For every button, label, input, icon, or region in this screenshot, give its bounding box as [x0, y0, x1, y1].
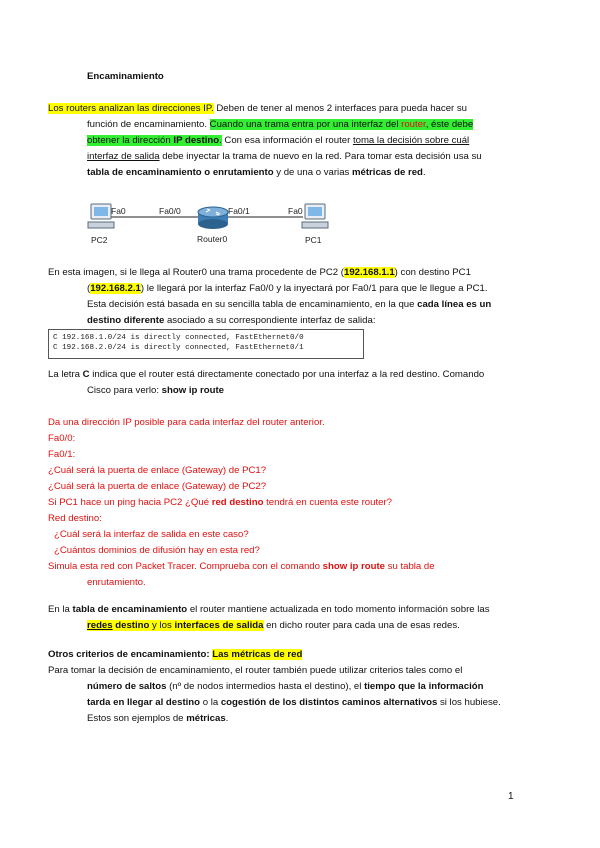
pc2-port-label: Fa0 [111, 206, 126, 216]
question-8: ¿Cuál será la interfaz de salida en este caso? [54, 529, 249, 540]
paragraph-5-line-4: Estos son ejemplos de métricas. [87, 713, 229, 724]
paragraph-2-line-1: En esta imagen, si le llega al Router0 una trama procedente de PC2 (192.168.1.1) con destino PC1 [48, 267, 471, 278]
question-4: ¿Cuál será la puerta de enlace (Gateway) de PC1? [48, 465, 267, 476]
paragraph-5-line-1: Para tomar la decisión de encaminamiento, el router también puede utilizar criterios tales como el [48, 665, 463, 676]
paragraph-1-line-4: interfaz de salida debe inyectar la trama de nuevo en la red. Para tomar esta decisión usa su [87, 151, 482, 162]
highlight: Los routers analizan las direcciones IP. [48, 103, 214, 114]
question-3: Fa0/1: [48, 449, 76, 460]
router-left-port-label: Fa0/0 [159, 206, 181, 216]
routing-table-line: C 192.168.2.0/24 is directly connected, FastEthernet0/1 [53, 344, 304, 352]
question-10-cont: enrutamiento. [87, 577, 146, 588]
paragraph-1-line-3: obtener la dirección IP destino. Con esa información el router toma la decisión sobre cuál [87, 135, 470, 146]
highlight: Cuando una trama entra por una interfaz del [209, 119, 402, 130]
pc2-label: PC2 [91, 235, 108, 245]
page-number: 1 [508, 791, 514, 802]
paragraph-5-line-3: tarda en llegar al destino o la cogestión de los distintos caminos alternativos si los hubiese. [87, 697, 501, 708]
paragraph-3-line-2: Cisco para verlo: show ip route [87, 385, 225, 396]
highlight: Las métricas de red [212, 649, 303, 660]
paragraph-1-line-5: tabla de encaminamiento o enrutamiento y de una o varias métricas de red. [87, 167, 426, 178]
paragraph-2-line-3: Esta decisión está basada en su sencilla tabla de encaminamiento, en la que cada línea es un [87, 299, 492, 310]
highlight: redes [87, 620, 113, 631]
paragraph-4-line-1: En la tabla de encaminamiento el router mantiene actualizada en todo momento información sobre las [48, 604, 490, 615]
router-icon [198, 207, 228, 229]
paragraph-1-line-1: Los routers analizan las direcciones IP. Deben de tener al menos 2 interfaces para pueda hacer su [48, 103, 468, 114]
question-1: Da una dirección IP posible para cada interfaz del router anterior. [48, 417, 325, 428]
question-5: ¿Cuál será la puerta de enlace (Gateway) de PC2? [48, 481, 267, 492]
paragraph-2-line-4: destino diferente asociado a su correspondiente interfaz de salida: [87, 315, 376, 326]
paragraph-4-line-2: redes destino y los interfaces de salida en dicho router para cada una de esas redes. [87, 620, 460, 631]
highlight: 192.168.2.1 [90, 283, 141, 294]
paragraph-1-line-2: función de encaminamiento. Cuando una trama entra por una interfaz del router, éste debe [87, 119, 474, 130]
question-10: Simula esta red con Packet Tracer. Comprueba con el comando show ip route su tabla de [48, 561, 435, 572]
question-2: Fa0/0: [48, 433, 76, 444]
pc1-icon [302, 204, 328, 228]
routing-table-output [48, 329, 364, 359]
question-7: Red destino: [48, 513, 102, 524]
paragraph-2-line-2: (192.168.2.1) le llegará por la interfaz Fa0/0 y la inyectará por Fa0/1 para que le llegue a PC1. [87, 283, 488, 294]
router-label: Router0 [197, 234, 228, 244]
paragraph-5-line-2: número de saltos (nº de nodos intermedios hasta el destino), el tiempo que la información [87, 681, 484, 692]
question-6: Si PC1 hace un ping hacia PC2 ¿Qué red destino tendrá en cuenta este router? [48, 497, 392, 508]
paragraph-5-heading: Otros criterios de encaminamiento: Las métricas de red [48, 649, 303, 660]
router-right-port-label: Fa0/1 [228, 206, 250, 216]
page-title: Encaminamiento [87, 71, 164, 82]
highlight: router [401, 119, 426, 130]
network-topology-diagram [85, 198, 345, 250]
pc1-port-label: Fa0 [288, 206, 303, 216]
highlight: 192.168.1.1 [343, 267, 395, 278]
pc1-label: PC1 [305, 235, 322, 245]
routing-table-line: C 192.168.1.0/24 is directly connected, FastEthernet0/0 [53, 334, 304, 342]
question-9: ¿Cuántos dominios de difusión hay en esta red? [54, 545, 260, 556]
paragraph-3-line-1: La letra C indica que el router está directamente conectado por una interfaz a la red destino. Comando [48, 369, 485, 380]
highlight: , éste debe [425, 119, 474, 130]
